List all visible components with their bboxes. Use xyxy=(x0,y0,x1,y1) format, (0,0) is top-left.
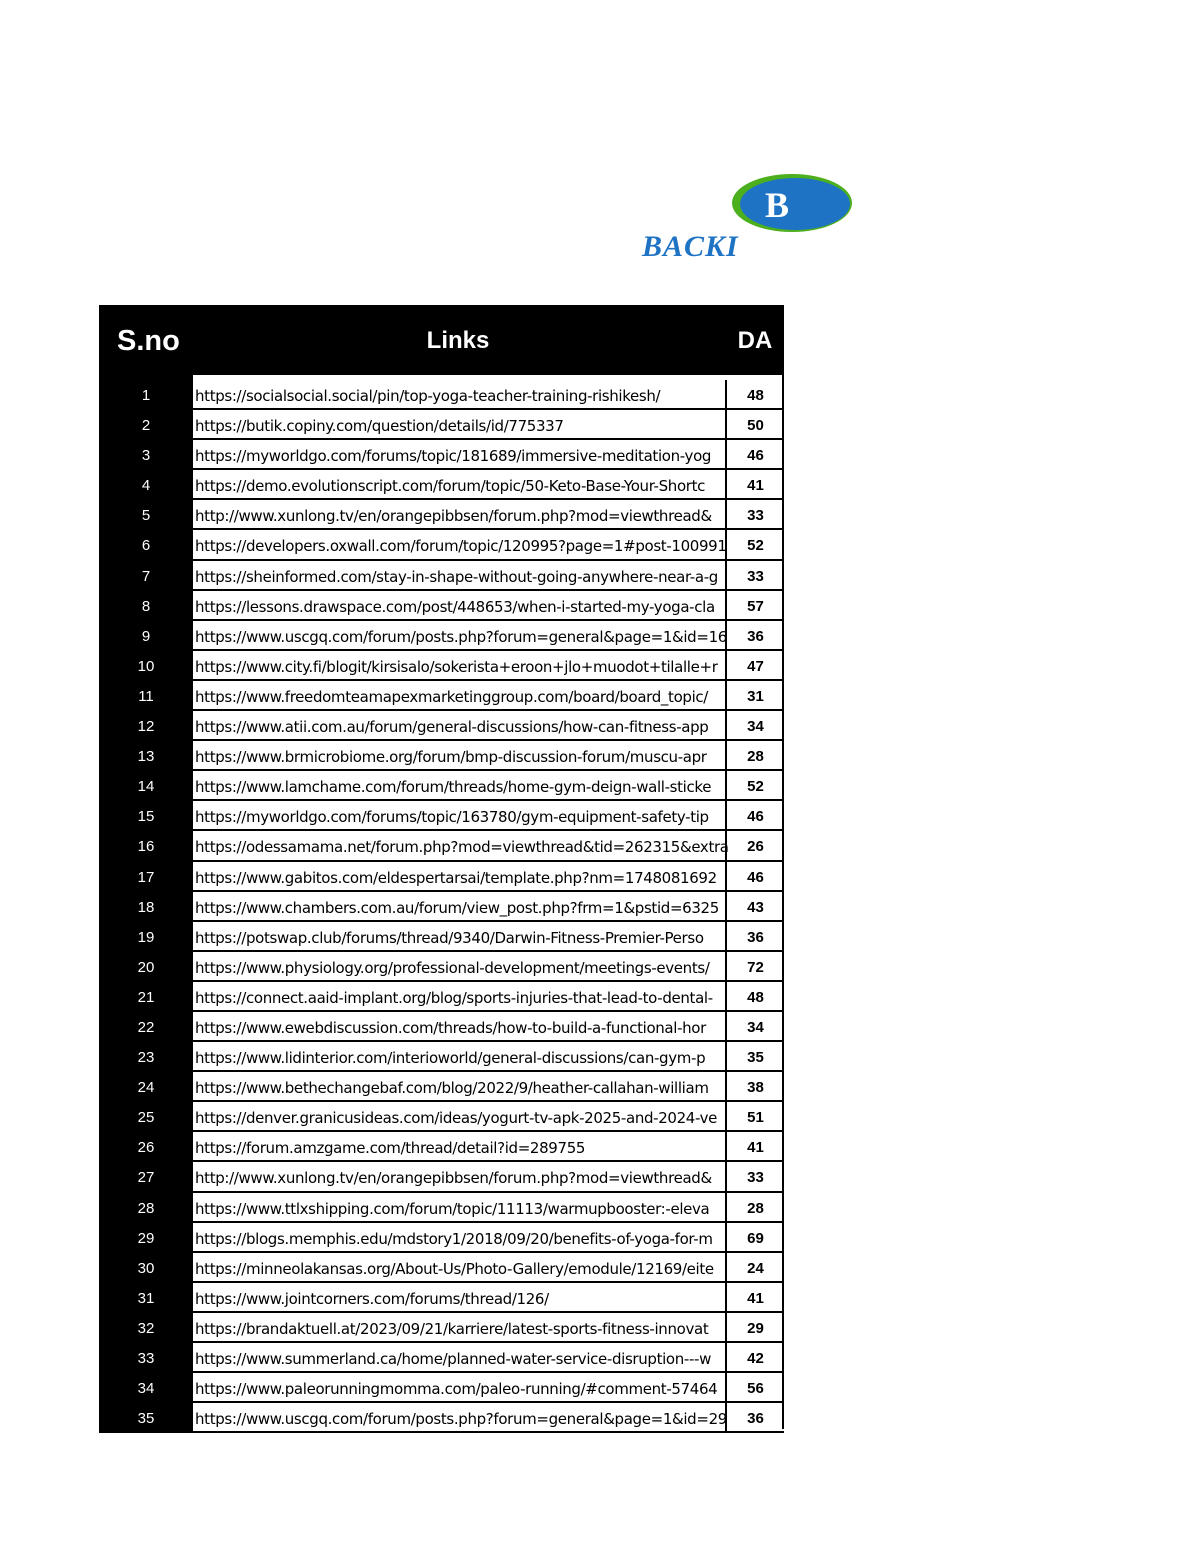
row-sno: 24 xyxy=(99,1072,193,1102)
table-row xyxy=(99,711,784,741)
row-sno: 23 xyxy=(99,1042,193,1072)
row-sno: 17 xyxy=(99,862,193,892)
row-sno: 6 xyxy=(99,530,193,560)
row-da: 24 xyxy=(725,1253,784,1283)
row-da: 69 xyxy=(725,1223,784,1253)
table-row xyxy=(99,1102,784,1132)
table-row xyxy=(99,530,784,560)
row-da: 33 xyxy=(725,561,784,591)
row-link[interactable]: https://odessamama.net/forum.php?mod=viewthread&tid=262315&extra xyxy=(193,831,725,861)
table-row xyxy=(99,1223,784,1253)
row-link[interactable]: https://www.bethechangebaf.com/blog/2022/9/heather-callahan-william xyxy=(193,1072,725,1102)
row-da: 34 xyxy=(725,1012,784,1042)
row-link[interactable]: https://www.uscgq.com/forum/posts.php?forum=general&page=1&id=16 xyxy=(193,621,725,651)
row-da: 48 xyxy=(725,982,784,1012)
row-da: 36 xyxy=(725,1403,784,1433)
table-row xyxy=(99,801,784,831)
table-row xyxy=(99,1253,784,1283)
row-link[interactable]: https://minneolakansas.org/About-Us/Photo-Gallery/emodule/12169/eite xyxy=(193,1253,725,1283)
row-sno: 28 xyxy=(99,1193,193,1223)
row-sno: 11 xyxy=(99,681,193,711)
row-da: 36 xyxy=(725,621,784,651)
header-da: DA xyxy=(737,327,773,354)
row-sno: 13 xyxy=(99,741,193,771)
table-row xyxy=(99,470,784,500)
row-sno: 3 xyxy=(99,440,193,470)
row-sno: 27 xyxy=(99,1162,193,1192)
table-row xyxy=(99,591,784,621)
row-link[interactable]: https://www.gabitos.com/eldespertarsai/template.php?nm=1748081692 xyxy=(193,862,725,892)
table-body xyxy=(99,380,784,1433)
row-sno: 31 xyxy=(99,1283,193,1313)
table-row xyxy=(99,1012,784,1042)
row-link[interactable]: https://demo.evolutionscript.com/forum/topic/50-Keto-Base-Your-Shortc xyxy=(193,470,725,500)
row-link[interactable]: https://www.brmicrobiome.org/forum/bmp-discussion-forum/muscu-apr xyxy=(193,741,725,771)
row-link[interactable]: https://butik.copiny.com/question/details/id/775337 xyxy=(193,410,725,440)
row-link[interactable]: https://www.ttlxshipping.com/forum/topic/11113/warmupbooster:-eleva xyxy=(193,1193,725,1223)
row-link[interactable]: https://brandaktuell.at/2023/09/21/karriere/latest-sports-fitness-innovat xyxy=(193,1313,725,1343)
row-link[interactable]: https://www.lidinterior.com/interioworld/general-discussions/can-gym-p xyxy=(193,1042,725,1072)
table-row xyxy=(99,1313,784,1343)
row-da: 34 xyxy=(725,711,784,741)
row-sno: 26 xyxy=(99,1132,193,1162)
table-row xyxy=(99,741,784,771)
row-sno: 8 xyxy=(99,591,193,621)
row-da: 36 xyxy=(725,922,784,952)
row-link[interactable]: https://sheinformed.com/stay-in-shape-without-going-anywhere-near-a-g xyxy=(193,561,725,591)
table-row xyxy=(99,681,784,711)
row-da: 50 xyxy=(725,410,784,440)
row-link[interactable]: https://denver.granicusideas.com/ideas/yogurt-tv-apk-2025-and-2024-ve xyxy=(193,1102,725,1132)
row-link[interactable]: https://socialsocial.social/pin/top-yoga-teacher-training-rishikesh/ xyxy=(193,380,725,410)
row-da: 46 xyxy=(725,440,784,470)
row-da: 31 xyxy=(725,681,784,711)
row-da: 33 xyxy=(725,1162,784,1192)
row-link[interactable]: https://www.city.fi/blogit/kirsisalo/sokerista+eroon+jlo+muodot+tilalle+r xyxy=(193,651,725,681)
table-row xyxy=(99,621,784,651)
row-link[interactable]: https://www.freedomteamapexmarketinggroup.com/board/board_topic/ xyxy=(193,681,725,711)
table-right-border xyxy=(782,375,784,1429)
table-row xyxy=(99,1042,784,1072)
row-sno: 19 xyxy=(99,922,193,952)
table-row xyxy=(99,831,784,861)
row-da: 56 xyxy=(725,1373,784,1403)
row-sno: 30 xyxy=(99,1253,193,1283)
row-link[interactable]: https://blogs.memphis.edu/mdstory1/2018/09/20/benefits-of-yoga-for-m xyxy=(193,1223,725,1253)
row-link[interactable]: https://lessons.drawspace.com/post/448653/when-i-started-my-yoga-cla xyxy=(193,591,725,621)
row-link[interactable]: http://www.xunlong.tv/en/orangepibbsen/forum.php?mod=viewthread& xyxy=(193,500,725,530)
row-da: 41 xyxy=(725,470,784,500)
row-link[interactable]: https://www.jointcorners.com/forums/thread/126/ xyxy=(193,1283,725,1313)
row-link[interactable]: https://www.ewebdiscussion.com/threads/how-to-build-a-functional-hor xyxy=(193,1012,725,1042)
table-row xyxy=(99,500,784,530)
row-sno: 16 xyxy=(99,831,193,861)
row-sno: 22 xyxy=(99,1012,193,1042)
row-da: 51 xyxy=(725,1102,784,1132)
row-sno: 15 xyxy=(99,801,193,831)
table-row xyxy=(99,1283,784,1313)
table-row xyxy=(99,561,784,591)
row-link[interactable]: https://myworldgo.com/forums/topic/163780/gym-equipment-safety-tip xyxy=(193,801,725,831)
table-row xyxy=(99,982,784,1012)
table-row xyxy=(99,380,784,410)
table-row xyxy=(99,651,784,681)
header-links: Links xyxy=(426,327,490,354)
row-da: 46 xyxy=(725,862,784,892)
table-row xyxy=(99,410,784,440)
row-sno: 34 xyxy=(99,1373,193,1403)
row-da: 33 xyxy=(725,500,784,530)
row-link[interactable]: http://www.xunlong.tv/en/orangepibbsen/forum.php?mod=viewthread& xyxy=(193,1162,725,1192)
row-da: 42 xyxy=(725,1343,784,1373)
row-sno: 18 xyxy=(99,892,193,922)
row-sno: 33 xyxy=(99,1343,193,1373)
table-row xyxy=(99,440,784,470)
row-da: 46 xyxy=(725,801,784,831)
row-da: 26 xyxy=(725,831,784,861)
row-da: 41 xyxy=(725,1283,784,1313)
row-sno: 14 xyxy=(99,771,193,801)
row-link[interactable]: https://potswap.club/forums/thread/9340/Darwin-Fitness-Premier-Perso xyxy=(193,922,725,952)
header-sno: S.no xyxy=(117,325,180,357)
row-da: 52 xyxy=(725,530,784,560)
logo-text: BACKI xyxy=(642,230,739,263)
row-link[interactable]: https://www.summerland.ca/home/planned-water-service-disruption---w xyxy=(193,1343,725,1373)
row-sno: 29 xyxy=(99,1223,193,1253)
table-row xyxy=(99,892,784,922)
table-row xyxy=(99,922,784,952)
brand-logo xyxy=(640,172,790,264)
row-sno: 1 xyxy=(99,380,193,410)
row-sno: 10 xyxy=(99,651,193,681)
table-row xyxy=(99,771,784,801)
row-da: 28 xyxy=(725,741,784,771)
table-row xyxy=(99,1072,784,1102)
row-link[interactable]: https://forum.amzgame.com/thread/detail?id=289755 xyxy=(193,1132,725,1162)
table-row xyxy=(99,1162,784,1192)
row-sno: 21 xyxy=(99,982,193,1012)
table-row xyxy=(99,952,784,982)
row-sno: 5 xyxy=(99,500,193,530)
table-row xyxy=(99,862,784,892)
row-link[interactable]: https://developers.oxwall.com/forum/topic/120995?page=1#post-100991 xyxy=(193,530,725,560)
row-da: 52 xyxy=(725,771,784,801)
table-row xyxy=(99,1193,784,1223)
table-row xyxy=(99,1403,784,1433)
table-row xyxy=(99,1343,784,1373)
table-row xyxy=(99,1132,784,1162)
row-sno: 7 xyxy=(99,561,193,591)
row-link[interactable]: https://www.lamchame.com/forum/threads/home-gym-deign-wall-sticke xyxy=(193,771,725,801)
row-da: 41 xyxy=(725,1132,784,1162)
logo-letter: B xyxy=(765,185,790,225)
backlinks-table xyxy=(99,305,784,1433)
row-link[interactable]: https://www.physiology.org/professional-development/meetings-events/ xyxy=(193,952,725,982)
row-link[interactable]: https://www.uscgq.com/forum/posts.php?forum=general&page=1&id=29 xyxy=(193,1403,725,1433)
row-da: 35 xyxy=(725,1042,784,1072)
row-da: 48 xyxy=(725,380,784,410)
row-sno: 25 xyxy=(99,1102,193,1132)
row-da: 38 xyxy=(725,1072,784,1102)
row-link[interactable]: https://www.atii.com.au/forum/general-discussions/how-can-fitness-app xyxy=(193,711,725,741)
row-sno: 32 xyxy=(99,1313,193,1343)
row-sno: 12 xyxy=(99,711,193,741)
row-link[interactable]: https://www.chambers.com.au/forum/view_post.php?frm=1&pstid=6325 xyxy=(193,892,725,922)
row-link[interactable]: https://www.paleorunningmomma.com/paleo-running/#comment-57464 xyxy=(193,1373,725,1403)
row-da: 72 xyxy=(725,952,784,982)
row-sno: 4 xyxy=(99,470,193,500)
row-link[interactable]: https://myworldgo.com/forums/topic/181689/immersive-meditation-yog xyxy=(193,440,725,470)
row-da: 43 xyxy=(725,892,784,922)
row-da: 47 xyxy=(725,651,784,681)
row-sno: 9 xyxy=(99,621,193,651)
table-row xyxy=(99,1373,784,1403)
row-da: 28 xyxy=(725,1193,784,1223)
row-da: 29 xyxy=(725,1313,784,1343)
table-header xyxy=(99,305,784,375)
row-link[interactable]: https://connect.aaid-implant.org/blog/sports-injuries-that-lead-to-dental- xyxy=(193,982,725,1012)
row-sno: 20 xyxy=(99,952,193,982)
logo-circle xyxy=(740,178,850,230)
row-sno: 2 xyxy=(99,410,193,440)
row-sno: 35 xyxy=(99,1403,193,1433)
row-da: 57 xyxy=(725,591,784,621)
